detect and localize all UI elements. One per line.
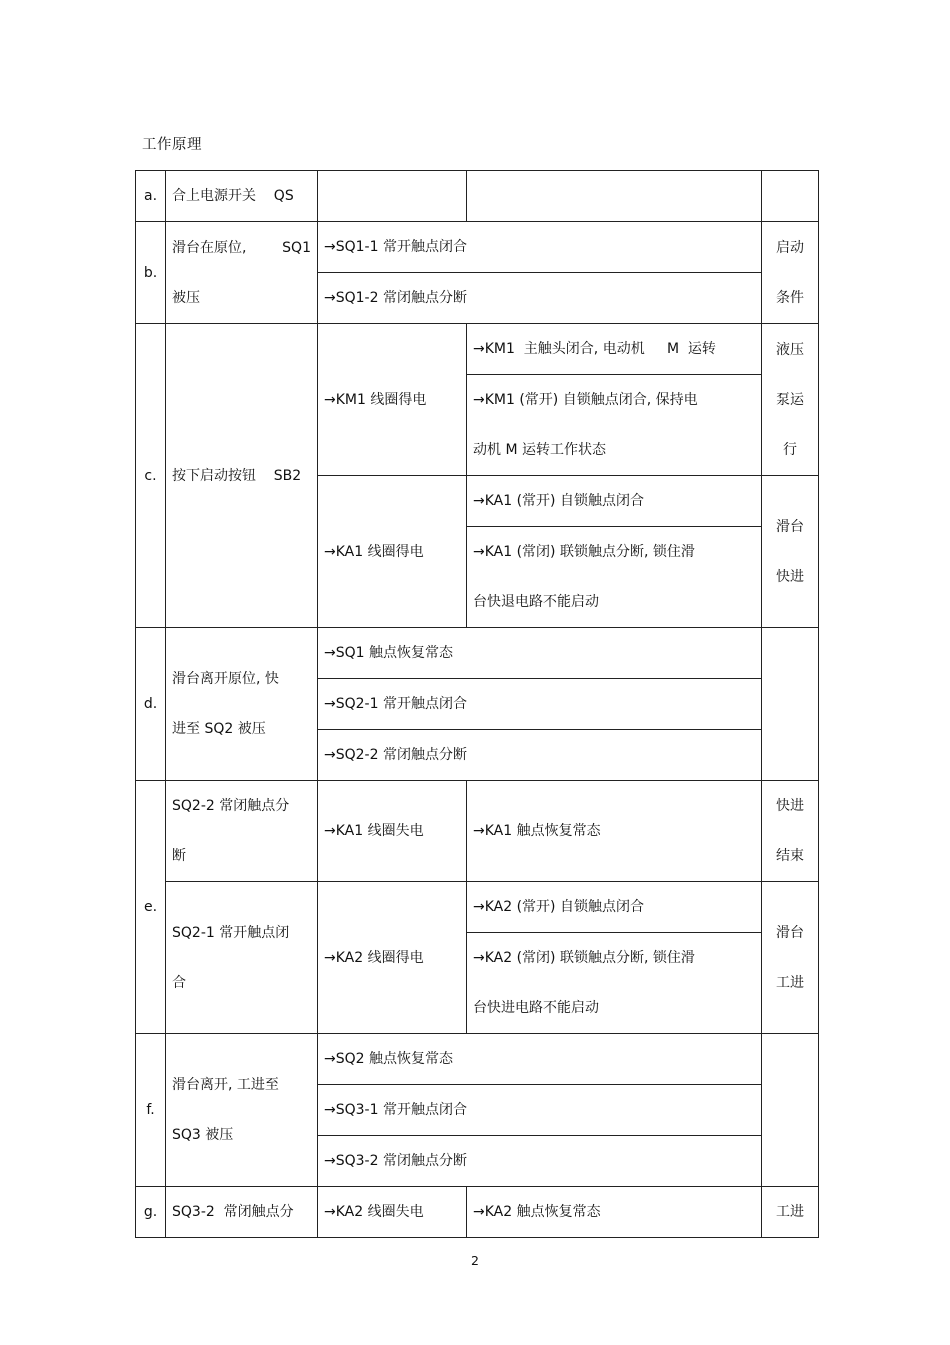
note-cell bbox=[762, 222, 819, 324]
condition-text: SQ2-1 常开触点闭 bbox=[172, 924, 290, 941]
step-condition bbox=[166, 882, 318, 1034]
result-cell bbox=[467, 527, 762, 628]
step-label: e. bbox=[136, 781, 166, 1034]
result-text: →KA1 (常闭) 联锁触点分断, 锁住滑 bbox=[473, 544, 695, 560]
step-condition: SQ3-2 常闭触点分 bbox=[166, 1187, 318, 1238]
note-text: 泵运 bbox=[776, 391, 804, 408]
empty-cell bbox=[762, 171, 819, 222]
note-text: 滑台 bbox=[776, 924, 804, 941]
note-text: 行 bbox=[783, 441, 797, 458]
step-label: a. bbox=[136, 171, 166, 222]
table-row-e bbox=[136, 882, 819, 933]
condition-text: 进至 SQ2 被压 bbox=[172, 721, 266, 737]
result-text: 台快退电路不能启动 bbox=[473, 594, 599, 610]
result-cell: →SQ2-1 常开触点闭合 bbox=[318, 679, 762, 730]
condition-text: 被压 bbox=[172, 289, 200, 306]
note-cell bbox=[762, 781, 819, 882]
condition-text: 滑台离开原位, 快 bbox=[172, 671, 279, 687]
note-text: 工进 bbox=[776, 974, 804, 991]
condition-text: 合 bbox=[172, 974, 186, 991]
step-condition bbox=[166, 222, 318, 324]
empty-cell bbox=[762, 628, 819, 781]
coil-cell: →KM1 线圈得电 bbox=[318, 324, 467, 476]
note-text: 液压 bbox=[776, 341, 804, 358]
step-label: b. bbox=[136, 222, 166, 324]
table-row-a bbox=[136, 171, 819, 222]
table-row-d bbox=[136, 628, 819, 679]
step-condition bbox=[166, 781, 318, 882]
note-cell: 工进 bbox=[762, 1187, 819, 1238]
condition-text: 滑台离开, 工进至 bbox=[172, 1077, 279, 1093]
result-cell: →SQ2-2 常闭触点分断 bbox=[318, 730, 762, 781]
step-label: g. bbox=[136, 1187, 166, 1238]
step-condition: 合上电源开关 QS bbox=[166, 171, 318, 222]
table-row-g bbox=[136, 1187, 819, 1238]
result-cell: →SQ1 触点恢复常态 bbox=[318, 628, 762, 679]
note-text: 结束 bbox=[776, 848, 804, 864]
result-cell bbox=[467, 375, 762, 476]
section-heading: 工作原理 bbox=[142, 137, 202, 153]
result-cell: →KA2 触点恢复常态 bbox=[467, 1187, 762, 1238]
note-text: 快进 bbox=[776, 568, 804, 585]
condition-text: SQ2-2 常闭触点分 bbox=[172, 798, 290, 814]
coil-cell: →KA2 线圈失电 bbox=[318, 1187, 467, 1238]
result-cell: →SQ1-2 常闭触点分断 bbox=[318, 273, 762, 324]
empty-cell bbox=[467, 171, 762, 222]
table-row-c bbox=[136, 324, 819, 375]
coil-cell: →KA1 线圈失电 bbox=[318, 781, 467, 882]
step-condition bbox=[166, 628, 318, 781]
result-cell: →SQ1-1 常开触点闭合 bbox=[318, 222, 762, 273]
table-row-e bbox=[136, 781, 819, 832]
result-cell bbox=[467, 933, 762, 1034]
note-cell bbox=[762, 324, 819, 476]
result-text: →KA2 (常闭) 联锁触点分断, 锁住滑 bbox=[473, 950, 695, 966]
note-cell bbox=[762, 476, 819, 628]
step-label: c. bbox=[136, 324, 166, 628]
step-label: d. bbox=[136, 628, 166, 781]
condition-text: 滑台在原位, bbox=[172, 239, 247, 256]
result-text: →KM1 (常开) 自锁触点闭合, 保持电 bbox=[473, 392, 698, 408]
empty-cell bbox=[318, 171, 467, 222]
coil-cell: →KA2 线圈得电 bbox=[318, 882, 467, 1034]
working-principle-table bbox=[135, 170, 819, 1238]
step-condition: 按下启动按钮 SB2 bbox=[166, 324, 318, 628]
step-condition bbox=[166, 1034, 318, 1187]
empty-cell bbox=[762, 1034, 819, 1187]
table-row-b bbox=[136, 222, 819, 273]
note-text: 快进 bbox=[776, 798, 804, 814]
result-cell: →KA1 (常开) 自锁触点闭合 bbox=[467, 476, 762, 527]
note-cell bbox=[762, 882, 819, 1034]
condition-text: SQ1 bbox=[282, 239, 311, 256]
result-cell: →SQ3-1 常开触点闭合 bbox=[318, 1085, 762, 1136]
result-cell: →KM1 主触头闭合, 电动机 M 运转 bbox=[467, 324, 762, 375]
result-cell: →KA1 触点恢复常态 bbox=[467, 781, 762, 882]
table-row-f bbox=[136, 1034, 819, 1085]
condition-text: SQ3 被压 bbox=[172, 1127, 234, 1143]
coil-cell: →KA1 线圈得电 bbox=[318, 476, 467, 628]
result-cell: →SQ2 触点恢复常态 bbox=[318, 1034, 762, 1085]
note-text: 条件 bbox=[776, 289, 804, 306]
result-cell: →KA2 (常开) 自锁触点闭合 bbox=[467, 882, 762, 933]
note-text: 启动 bbox=[776, 239, 804, 256]
condition-text: 断 bbox=[172, 848, 186, 864]
result-cell: →SQ3-2 常闭触点分断 bbox=[318, 1136, 762, 1187]
step-label: f. bbox=[136, 1034, 166, 1187]
page-number: 2 bbox=[471, 1253, 479, 1268]
result-text: 动机 M 运转工作状态 bbox=[473, 442, 606, 458]
result-text: 台快进电路不能启动 bbox=[473, 1000, 599, 1016]
note-text: 滑台 bbox=[776, 518, 804, 535]
